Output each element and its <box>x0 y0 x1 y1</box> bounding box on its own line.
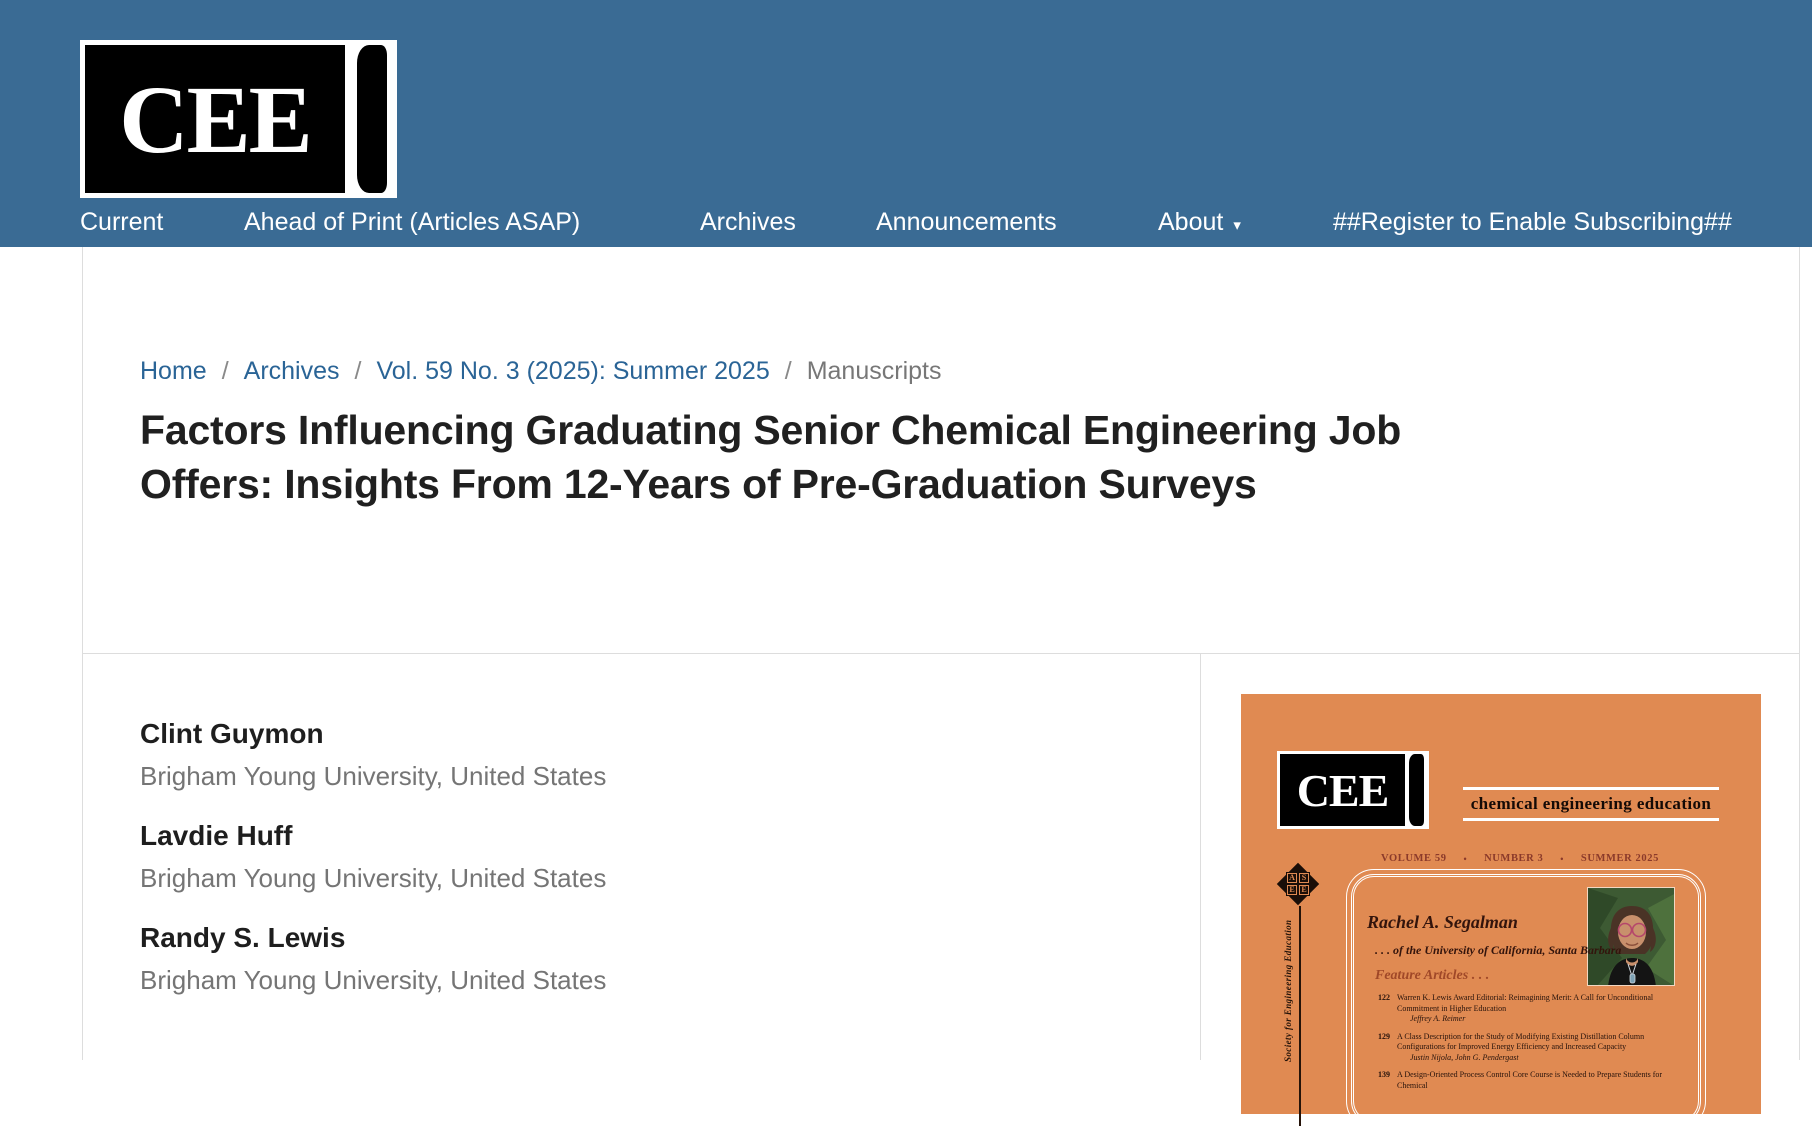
nav-item-about[interactable]: About ▾ <box>1158 208 1241 236</box>
author-name: Randy S. Lewis <box>140 922 346 953</box>
feature-article-entry <box>1375 993 1687 1025</box>
society-rule-line <box>1299 906 1301 1126</box>
cover-volume-row <box>1381 853 1659 864</box>
author-list <box>140 717 606 1023</box>
feature-title: A Design-Oriented Process Control Core Course is Needed to Prepare Students for Chemical <box>1397 1070 1663 1090</box>
portrait-illustration <box>1588 888 1675 986</box>
content-container <box>82 247 1800 1090</box>
breadcrumb-home-link[interactable]: Home <box>140 357 207 385</box>
nav-item-register[interactable]: ##Register to Enable Subscribing## <box>1333 208 1732 236</box>
primary-nav <box>0 198 1812 247</box>
feature-authors: Justin Nijola, John G. Pendergast <box>1410 1052 1519 1062</box>
author-entry <box>140 717 606 793</box>
author-name: Lavdie Huff <box>140 820 293 851</box>
breadcrumb-current-section: Manuscripts <box>806 357 942 385</box>
nav-item-announcements[interactable]: Announcements <box>876 208 1057 236</box>
feature-title: A Class Description for the Study of Modifying Existing Distillation Column Configurations for Improved Energy Efficiency and Increased Capacity <box>1397 1031 1645 1052</box>
breadcrumb <box>140 357 941 386</box>
cover-cee-logo <box>1277 751 1429 829</box>
nav-item-current[interactable]: Current <box>80 208 164 236</box>
breadcrumb-issue-link[interactable]: Vol. 59 No. 3 (2025): Summer 2025 <box>376 357 770 385</box>
breadcrumb-separator: / <box>354 357 362 385</box>
feature-authors: Jeffrey A. Reimer <box>1410 1014 1466 1024</box>
feature-title: Warren K. Lewis Award Editorial: Reimagining Merit: A Call for Unconditional Commitment in Higher Education <box>1397 993 1654 1013</box>
author-affiliation: Brigham Young University, United States <box>140 965 607 995</box>
author-affiliation: Brigham Young University, United States <box>140 761 607 791</box>
breadcrumb-separator: / <box>221 357 229 385</box>
article-title: Factors Influencing Graduating Senior Chemical Engineering Job Offers: Insights From 12-Years of Pre-Graduation Surveys <box>140 407 1402 507</box>
feature-articles-list <box>1375 993 1687 1098</box>
breadcrumb-separator: / <box>784 357 792 385</box>
cover-volume: VOLUME 59 <box>1381 853 1447 864</box>
author-entry <box>140 819 606 895</box>
featured-person-affiliation: . . . of the University of California, Santa Barbara <box>1375 943 1622 957</box>
title-divider <box>83 653 1799 654</box>
issue-cover-image[interactable] <box>1241 694 1761 1114</box>
feature-page-number: 139 <box>1378 1070 1390 1080</box>
bullet-icon: • <box>1560 853 1565 864</box>
author-name: Clint Guymon <box>140 718 324 749</box>
featured-person-name: Rachel A. Segalman <box>1367 912 1518 932</box>
sidebar-divider <box>1200 653 1201 1060</box>
bullet-icon: • <box>1463 853 1468 864</box>
cover-logo-text: CEE <box>1296 764 1389 816</box>
author-affiliation: Brigham Young University, United States <box>140 863 607 893</box>
feature-page-number: 122 <box>1378 993 1390 1002</box>
logo-spine-shape <box>1409 754 1424 826</box>
cover-number: NUMBER 3 <box>1484 853 1544 864</box>
featured-person-photo <box>1587 887 1675 986</box>
logo-spine-shape <box>357 45 387 193</box>
author-entry <box>140 921 606 997</box>
feature-page-number: 129 <box>1378 1031 1390 1041</box>
feature-article-entry <box>1375 1070 1687 1091</box>
breadcrumb-archives-link[interactable]: Archives <box>243 357 340 385</box>
cover-journal-name: chemical engineering education <box>1463 787 1719 821</box>
society-vertical-text: Society for Engineering Education <box>1283 919 1293 1062</box>
feature-articles-heading: Feature Articles . . . <box>1375 968 1490 983</box>
logo-text: CEE <box>119 65 311 173</box>
nav-item-archives[interactable]: Archives <box>700 208 796 236</box>
site-logo[interactable] <box>80 40 397 198</box>
feature-article-entry <box>1375 1032 1687 1064</box>
asee-logo-icon: A S E E <box>1279 865 1317 903</box>
chevron-down-icon: ▾ <box>1233 216 1241 234</box>
site-header <box>0 0 1812 247</box>
nav-item-ahead-of-print[interactable]: Ahead of Print (Articles ASAP) <box>244 208 581 236</box>
cover-season: SUMMER 2025 <box>1580 853 1659 864</box>
